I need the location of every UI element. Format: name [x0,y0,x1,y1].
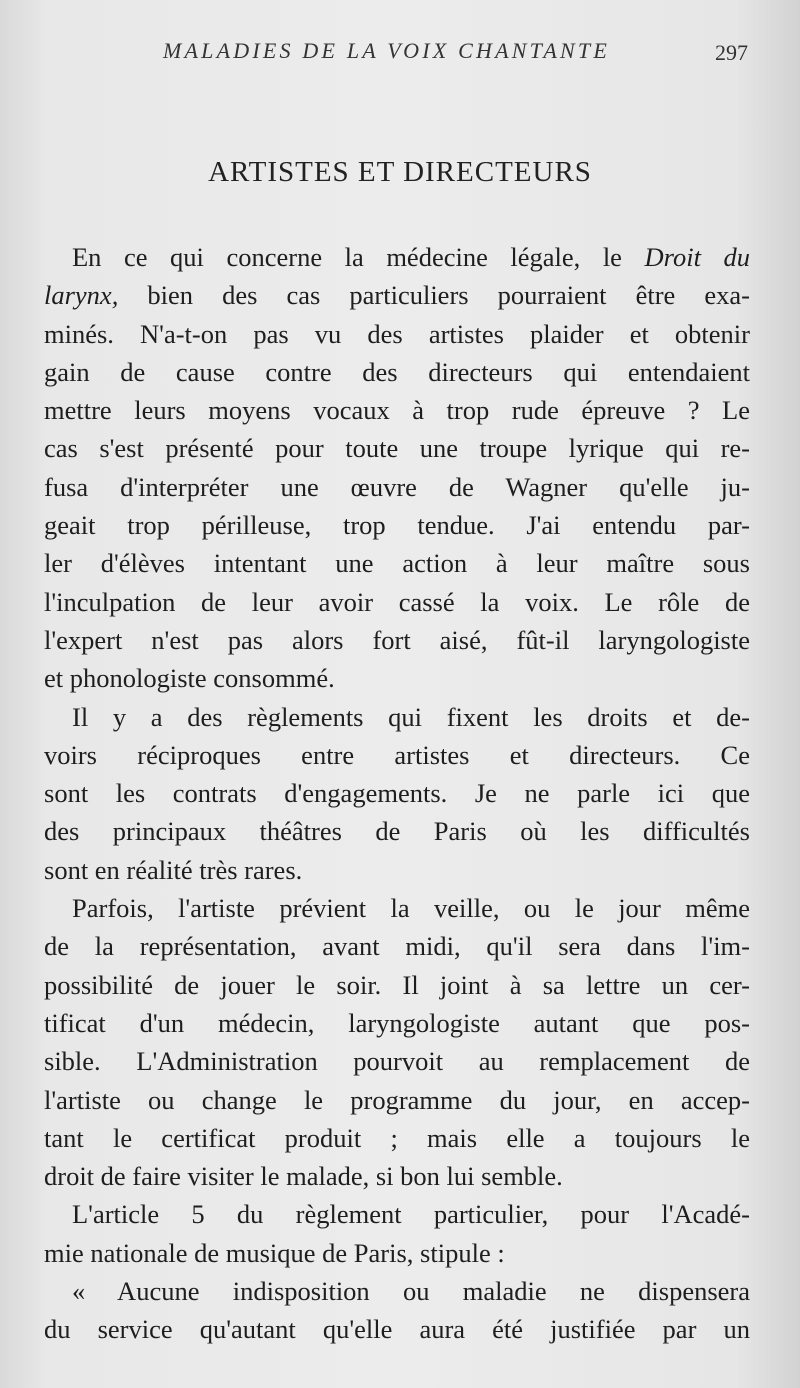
page-number: 297 [715,40,748,65]
italic-text: Droit du [644,242,750,272]
text-line [44,736,750,774]
text-line [44,966,750,1004]
line-text: sible. L'Administration pourvoit au remplacement de [44,1046,750,1077]
text-line [44,429,750,467]
text-line [44,1195,750,1233]
line-text: fusa d'interpréter une œuvre de Wagner qu'elle ju- [44,471,750,502]
text-line [44,659,750,697]
text-line [44,353,750,391]
running-head [0,38,800,78]
text-line [44,544,750,582]
text-line [44,774,750,812]
line-text: l'artiste ou change le programme du jour, en accep- [44,1084,750,1115]
text-line [44,506,750,544]
line-text: mettre leurs moyens vocaux à trop rude épreuve ? Le [44,395,750,426]
chapter-title: ARTISTES ET DIRECTEURS [208,156,592,188]
body-text [44,238,750,1349]
line-text: et phonologiste consommé. [44,663,335,694]
line-text: Parfois, l'artiste prévient la veille, ou le jour même [72,893,750,924]
line-text: sont les contrats d'engagements. Je ne parle ici que [44,778,750,809]
line-text: voirs réciproques entre artistes et directeurs. Ce [44,739,750,770]
line-text: geait trop périlleuse, trop tendue. J'ai entendu par- [44,510,750,541]
line-text: possibilité de jouer le soir. Il joint à sa lettre un cer- [44,969,750,1000]
text-line [44,889,750,927]
text-line [44,621,750,659]
line-text: mie nationale de musique de Paris, stipule : [44,1237,505,1268]
line-text: minés. N'a-t-on pas vu des artistes plaider et obtenir [44,318,750,349]
text-line [44,315,750,353]
line-text: gain de cause contre des directeurs qui entendaient [44,356,750,387]
line-text: En ce qui concerne la médecine légale, le [72,242,645,272]
line-text: de la représentation, avant midi, qu'il sera dans l'im- [44,931,750,962]
text-line [44,927,750,965]
text-line [44,812,750,850]
text-line [44,1234,750,1272]
line-text: bien des cas particuliers pourraient être exa- [118,280,750,311]
text-line [44,1272,750,1310]
text-line [44,1310,750,1348]
line-text: sont en réalité très rares. [44,854,303,885]
text-line [44,1157,750,1195]
text-line [44,391,750,429]
italic-text: larynx, [44,280,119,311]
line-text: tant le certificat produit ; mais elle a toujours le [44,1122,750,1153]
text-line [44,1004,750,1042]
text-line [44,1081,750,1119]
text-line [44,698,750,736]
line-text: Il y a des règlements qui fixent les droits et de- [72,701,750,732]
line-text: « Aucune indisposition ou maladie ne dispensera [72,1276,750,1307]
text-line [44,238,750,276]
line-text: du service qu'autant qu'elle aura été justifiée par un [44,1314,750,1345]
line-text: l'expert n'est pas alors fort aisé, fût-il laryngologiste [44,624,750,655]
text-line [44,1119,750,1157]
text-line [44,276,750,314]
line-text: cas s'est présenté pour toute une troupe lyrique qui re- [44,433,750,464]
text-line [44,468,750,506]
running-title: MALADIES DE LA VOIX CHANTANTE [163,38,610,63]
text-line [44,851,750,889]
line-text: tificat d'un médecin, laryngologiste autant que pos- [44,1007,750,1038]
text-line [44,1042,750,1080]
line-text: L'article 5 du règlement particulier, pour l'Acadé- [72,1199,750,1230]
line-text: des principaux théâtres de Paris où les difficultés [44,816,750,847]
text-line [44,583,750,621]
line-text: ler d'élèves intentant une action à leur maître sous [44,548,750,579]
line-text: droit de faire visiter le malade, si bon lui semble. [44,1161,563,1192]
line-text: l'inculpation de leur avoir cassé la voix. Le rôle de [44,586,750,617]
